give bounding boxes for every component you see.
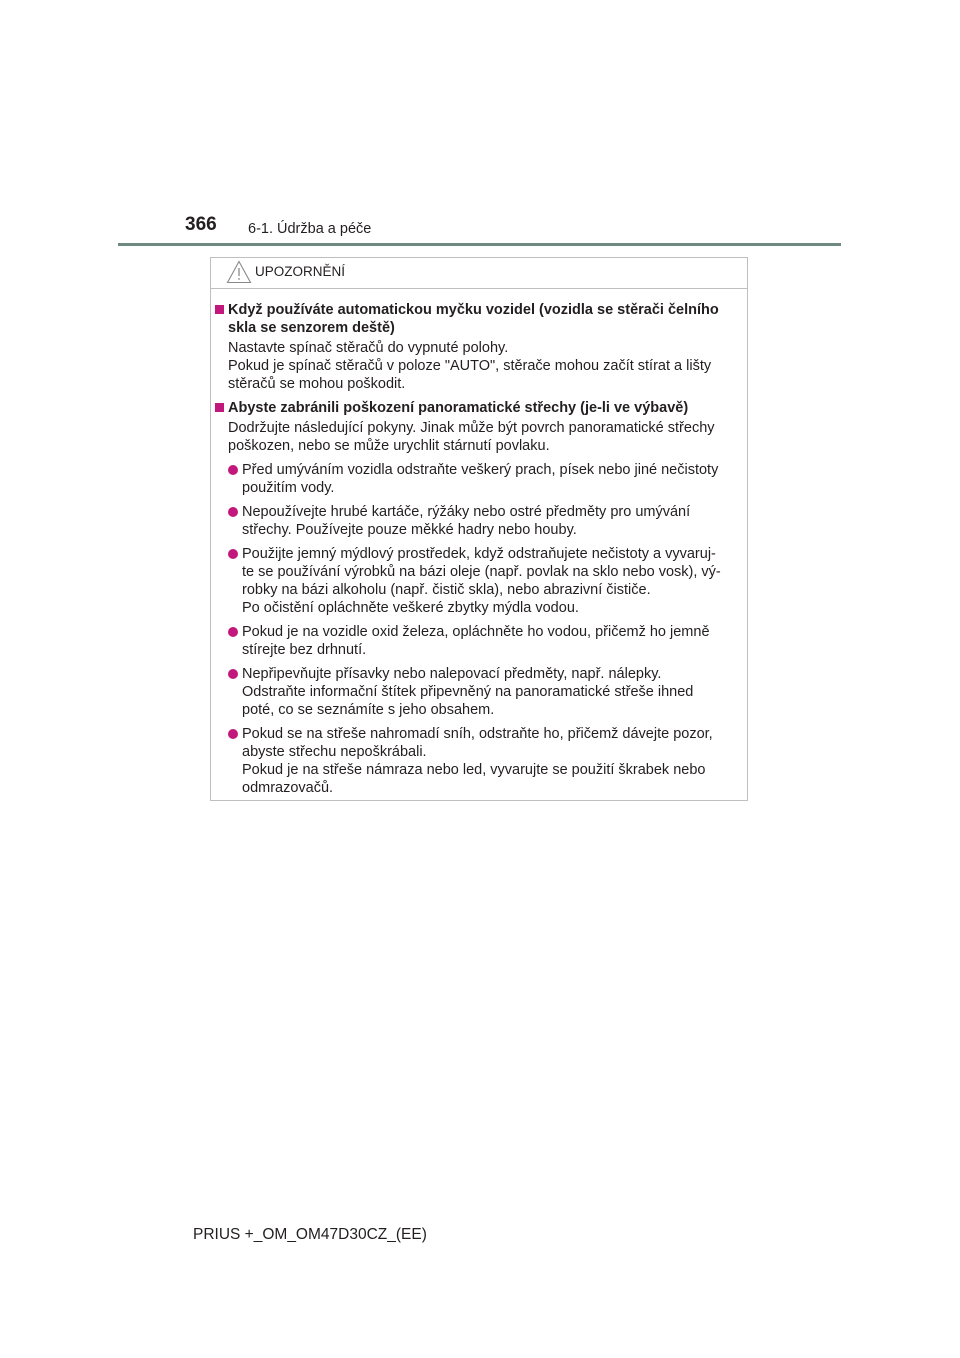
- warning-label: UPOZORNĚNÍ: [255, 264, 346, 279]
- footer-doc-code: PRIUS +_OM_OM47D30CZ_(EE): [193, 1226, 427, 1243]
- section-title: 6-1. Údržba a péče: [248, 221, 372, 237]
- section-square-marker: [215, 403, 224, 412]
- text-line: Abyste zabránili poškození panoramatické střechy (je-li ve výbavě): [228, 400, 689, 416]
- bullet-dot: [228, 465, 238, 475]
- section-square-marker: [215, 305, 224, 314]
- text-line: stírejte bez drhnutí.: [242, 642, 367, 658]
- text-line: Pokud se na střeše nahromadí sníh, odstraňte ho, přičemž dávejte pozor,: [242, 726, 713, 742]
- header-rule: [118, 243, 841, 246]
- warning-header: [211, 258, 747, 289]
- warning-triangle-icon: [226, 260, 252, 284]
- text-line: robky na bázi alkoholu (např. čistič skla), nebo abrazivní čističe.: [242, 582, 651, 598]
- section-heading: [228, 399, 741, 417]
- text-line: skla se senzorem deště): [228, 320, 395, 336]
- bullet-item: [228, 545, 741, 617]
- text-line: Pokud je na střeše námraza nebo led, vyvarujte se použití škrabek nebo: [242, 762, 706, 778]
- bullet-dot: [228, 507, 238, 517]
- text-line: Před umýváním vozidla odstraňte veškerý prach, písek nebo jiné nečistoty: [242, 462, 719, 478]
- text-line: Když používáte automatickou myčku vozidel (vozidla se stěrači čelního: [228, 302, 719, 318]
- section-paragraph: [228, 419, 741, 455]
- bullet-item: [228, 623, 741, 659]
- warning-section: [211, 399, 747, 797]
- warning-box: [210, 257, 748, 801]
- text-line: odmrazovačů.: [242, 780, 334, 796]
- bullet-dot: [228, 549, 238, 559]
- warning-section: [211, 301, 747, 393]
- text-line: Použijte jemný mýdlový prostředek, když odstraňujete nečistoty a vyvaruj-: [242, 546, 716, 562]
- text-line: poté, co se seznámíte s jeho obsahem.: [242, 702, 495, 718]
- text-line: Po očistění opláchněte veškeré zbytky mýdla vodou.: [242, 600, 579, 616]
- text-line: použitím vody.: [242, 480, 335, 496]
- text-line: Odstraňte informační štítek připevněný na panoramatické střeše ihned: [242, 684, 694, 700]
- text-line: poškozen, nebo se může urychlit stárnutí povlaku.: [228, 438, 550, 454]
- text-line: te se používání výrobků na bázi oleje (např. povlak na sklo nebo vosk), vý-: [242, 564, 721, 580]
- bullet-item: [228, 461, 741, 497]
- page-number: 366: [185, 214, 217, 235]
- section-paragraph: [228, 339, 741, 393]
- text-line: abyste střechu nepoškrábali.: [242, 744, 427, 760]
- text-line: Nepoužívejte hrubé kartáče, rýžáky nebo ostré předměty pro umývání: [242, 504, 691, 520]
- text-line: střechy. Používejte pouze měkké hadry nebo houby.: [242, 522, 577, 538]
- section-heading: [228, 301, 741, 337]
- warning-content: [211, 289, 747, 797]
- text-line: Pokud je na vozidle oxid železa, opláchněte ho vodou, přičemž ho jemně: [242, 624, 710, 640]
- bullet-item: [228, 725, 741, 797]
- text-line: Pokud je spínač stěračů v poloze "AUTO", stěrače mohou začít stírat a lišty: [228, 358, 712, 374]
- bullet-dot: [228, 627, 238, 637]
- bullet-dot: [228, 669, 238, 679]
- bullet-item: [228, 503, 741, 539]
- bullet-dot: [228, 729, 238, 739]
- text-line: Nepřipevňujte přísavky nebo nalepovací předměty, např. nálepky.: [242, 666, 662, 682]
- text-line: Dodržujte následující pokyny. Jinak může být povrch panoramatické střechy: [228, 420, 715, 436]
- bullet-item: [228, 665, 741, 719]
- text-line: stěračů se mohou poškodit.: [228, 376, 406, 392]
- text-line: Nastavte spínač stěračů do vypnuté polohy.: [228, 340, 509, 356]
